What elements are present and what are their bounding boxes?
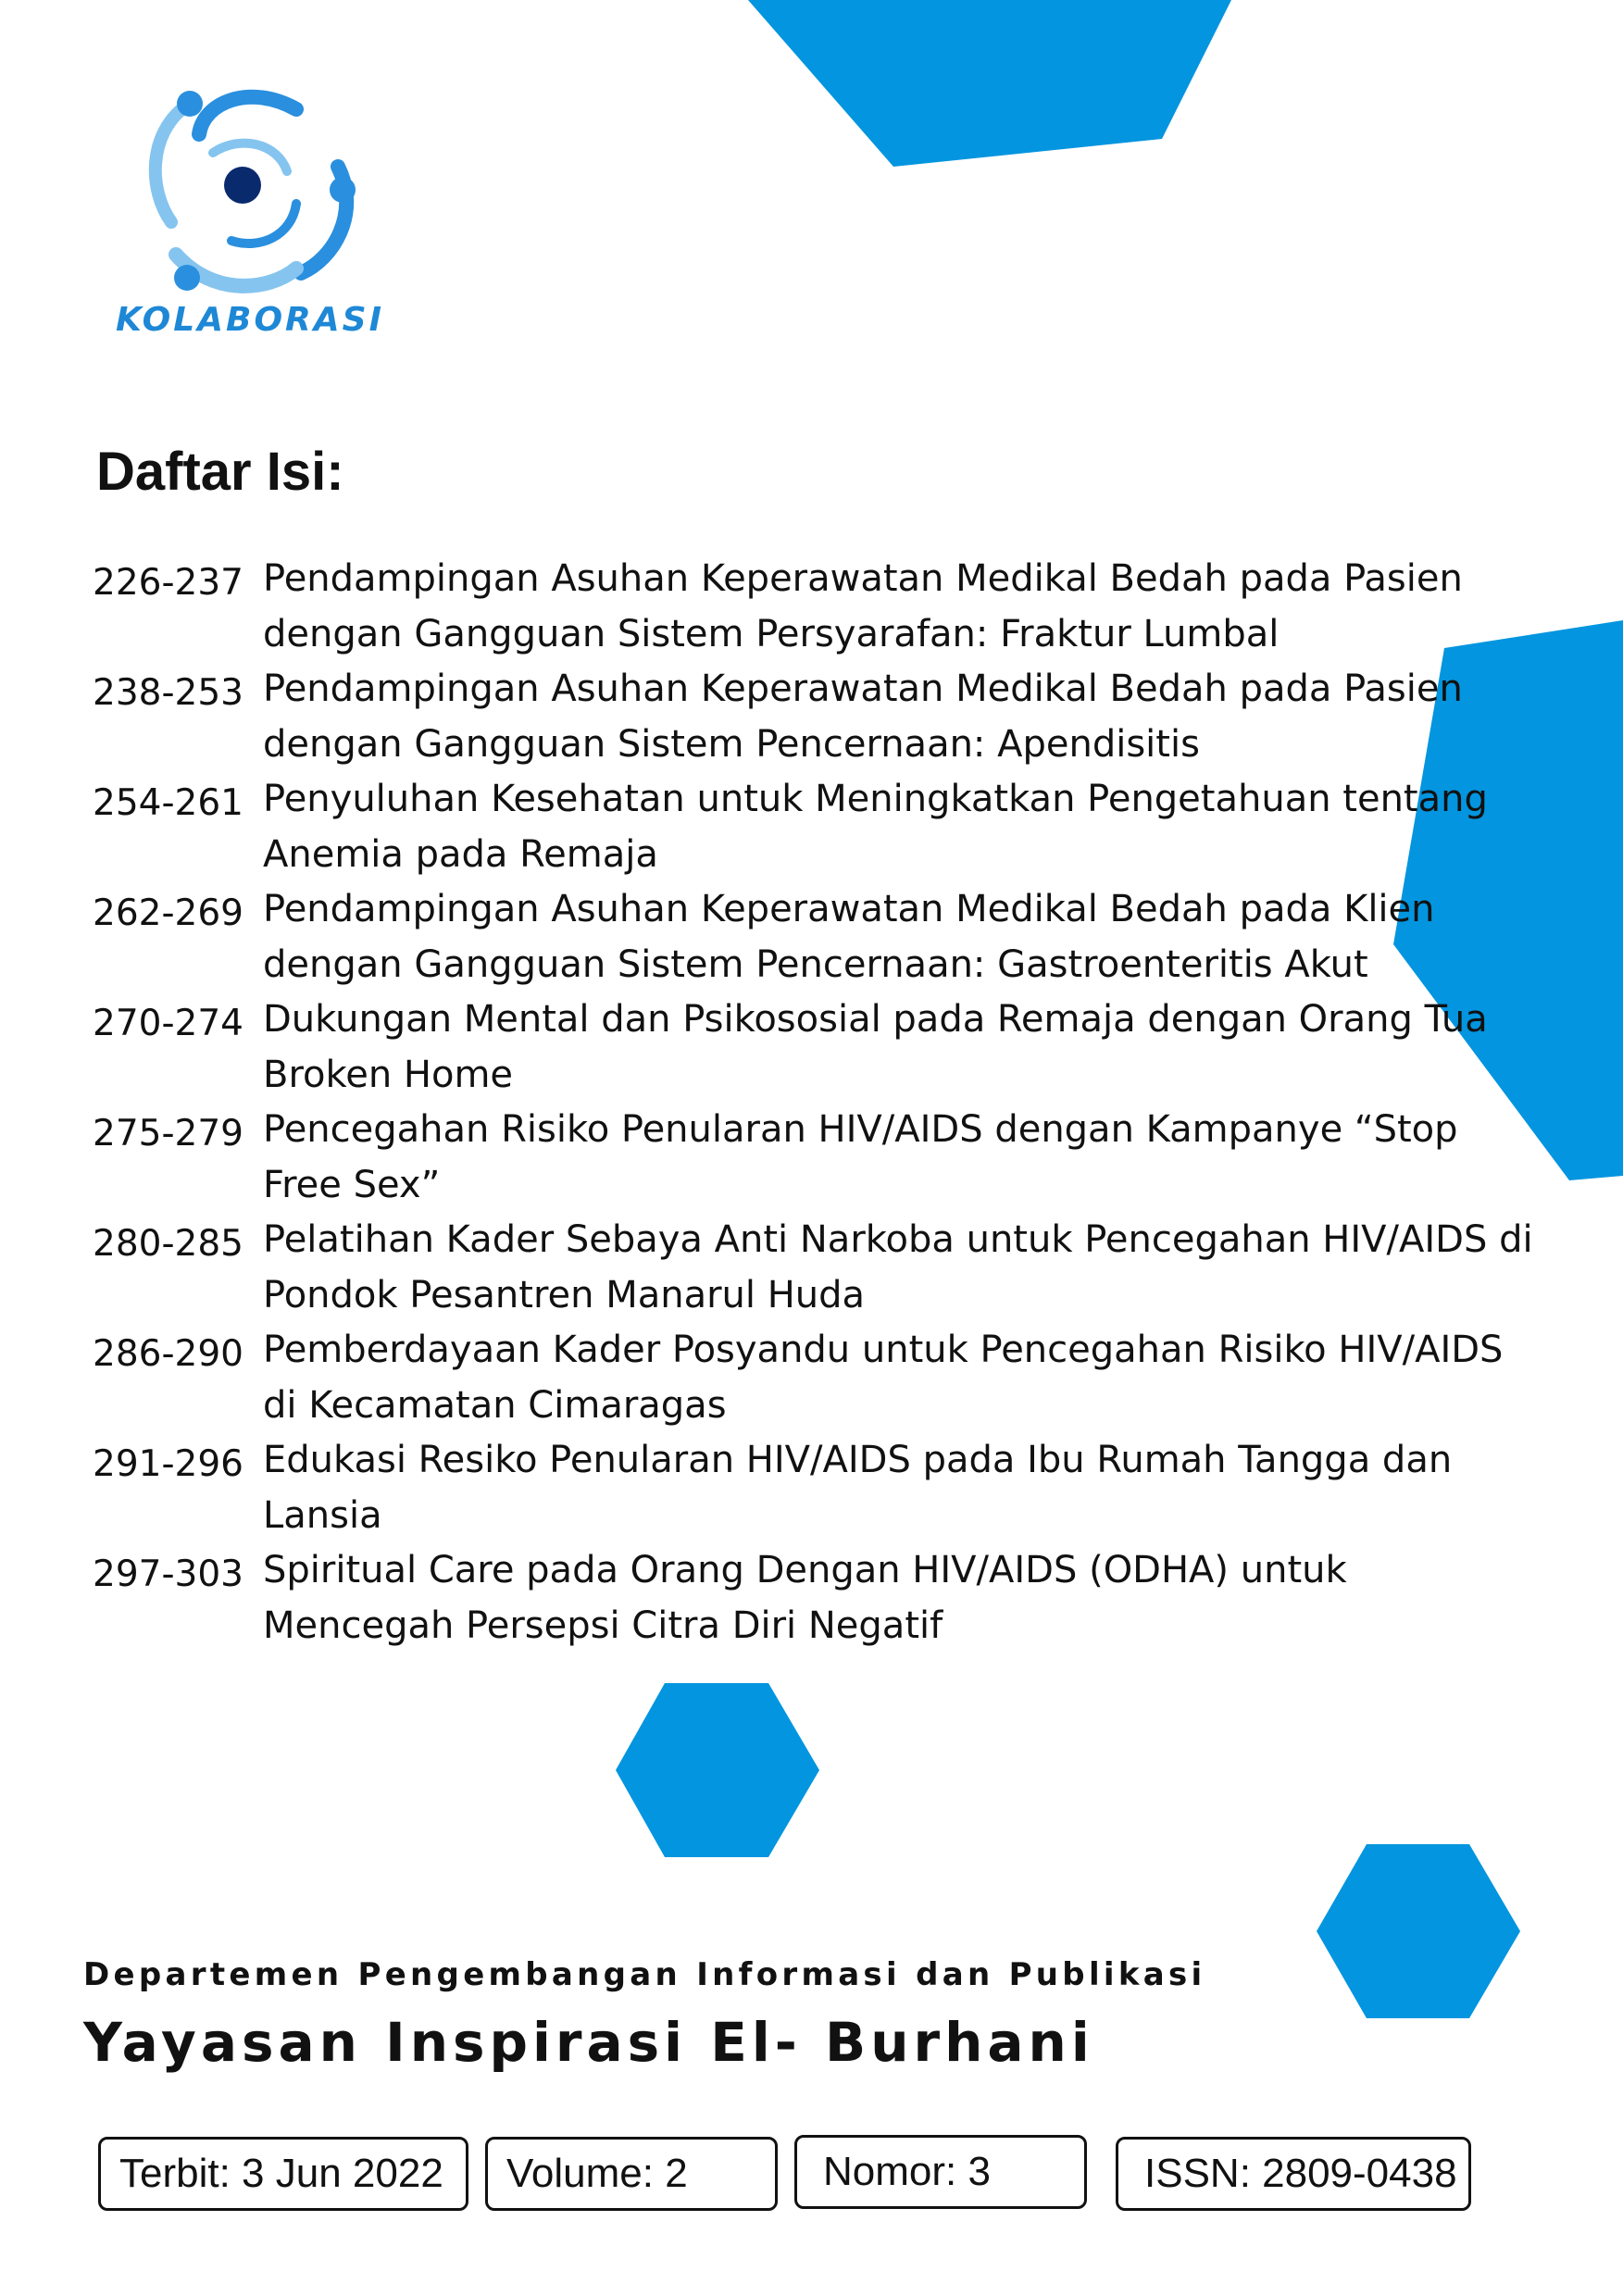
toc-entry-title: Pendampingan Asuhan Keperawatan Medikal Bedah pada Klien dengan Gangguan Sistem Pencernaan: Gastroenteritis Akut xyxy=(263,888,1435,986)
toc-entry-pages: 262-269 xyxy=(93,892,243,934)
toc-entry xyxy=(93,1103,1537,1213)
issn-box xyxy=(1116,2137,1471,2211)
toc-entry-title: Pemberdayaan Kader Posyandu untuk Pencegahan Risiko HIV/AIDS di Kecamatan Cimaragas xyxy=(263,1329,1504,1427)
logo-text: KOLABORASI xyxy=(116,301,384,339)
toc-entry xyxy=(93,772,1537,882)
toc-entry-title: Spiritual Care pada Orang Dengan HIV/AIDS (ODHA) untuk Mencegah Persepsi Citra Diri Negatif xyxy=(263,1549,1347,1647)
number-box xyxy=(794,2135,1087,2209)
toc-entry xyxy=(93,1323,1537,1433)
toc-entry xyxy=(93,1433,1537,1543)
toc-entry-title: Pendampingan Asuhan Keperawatan Medikal Bedah pada Pasien dengan Gangguan Sistem Persyarafan: Fraktur Lumbal xyxy=(263,557,1463,655)
toc-entry-pages: 280-285 xyxy=(93,1223,243,1265)
toc-entry-title: Pendampingan Asuhan Keperawatan Medikal Bedah pada Pasien dengan Gangguan Sistem Pencernaan: Apendisitis xyxy=(263,668,1463,766)
swirl-logo-icon xyxy=(111,83,389,306)
toc-entry-pages: 291-296 xyxy=(93,1443,243,1485)
toc-entry-pages: 270-274 xyxy=(93,1003,243,1044)
department-name: Departemen Pengembangan Informasi dan Publikasi xyxy=(83,1956,1206,1993)
toc-entry-pages: 297-303 xyxy=(93,1554,243,1595)
volume-label: Volume: 2 xyxy=(506,2151,688,2196)
toc-heading: Daftar Isi: xyxy=(96,442,344,502)
toc-entry-title: Pencegahan Risiko Penularan HIV/AIDS dengan Kampanye “Stop Free Sex” xyxy=(263,1108,1458,1206)
toc-list xyxy=(93,552,1537,1653)
toc-entry-title: Dukungan Mental dan Psikososial pada Remaja dengan Orang Tua Broken Home xyxy=(263,998,1488,1096)
toc-entry xyxy=(93,1213,1537,1323)
toc-entry-pages: 275-279 xyxy=(93,1113,243,1154)
toc-entry-pages: 238-253 xyxy=(93,672,243,714)
toc-entry-pages: 286-290 xyxy=(93,1333,243,1375)
toc-entry xyxy=(93,552,1537,662)
toc-entry-title: Pelatihan Kader Sebaya Anti Narkoba untuk Pencegahan HIV/AIDS di Pondok Pesantren Manarul Huda xyxy=(263,1218,1533,1316)
toc-entry xyxy=(93,662,1537,772)
volume-box xyxy=(485,2137,778,2211)
published-date: Terbit: 3 Jun 2022 xyxy=(119,2151,443,2196)
toc-entry-pages: 226-237 xyxy=(93,562,243,604)
bottom-right-hexagon-shape xyxy=(1317,1844,1520,2018)
logo xyxy=(111,83,389,352)
top-hexagon-shape xyxy=(748,0,1231,167)
toc-entry-pages: 254-261 xyxy=(93,782,243,824)
center-hexagon-shape xyxy=(616,1683,819,1857)
toc-entry xyxy=(93,992,1537,1103)
toc-entry xyxy=(93,882,1537,992)
issn-label: ISSN: 2809-0438 xyxy=(1144,2151,1457,2196)
published-date-box xyxy=(98,2137,468,2211)
organization-name: Yayasan Inspirasi El- Burhani xyxy=(83,2011,1094,2074)
toc-entry-title: Edukasi Resiko Penularan HIV/AIDS pada Ibu Rumah Tangga dan Lansia xyxy=(263,1439,1453,1537)
number-label: Nomor: 3 xyxy=(823,2149,991,2194)
toc-entry-title: Penyuluhan Kesehatan untuk Meningkatkan Pengetahuan tentang Anemia pada Remaja xyxy=(263,778,1488,876)
toc-entry xyxy=(93,1543,1537,1653)
